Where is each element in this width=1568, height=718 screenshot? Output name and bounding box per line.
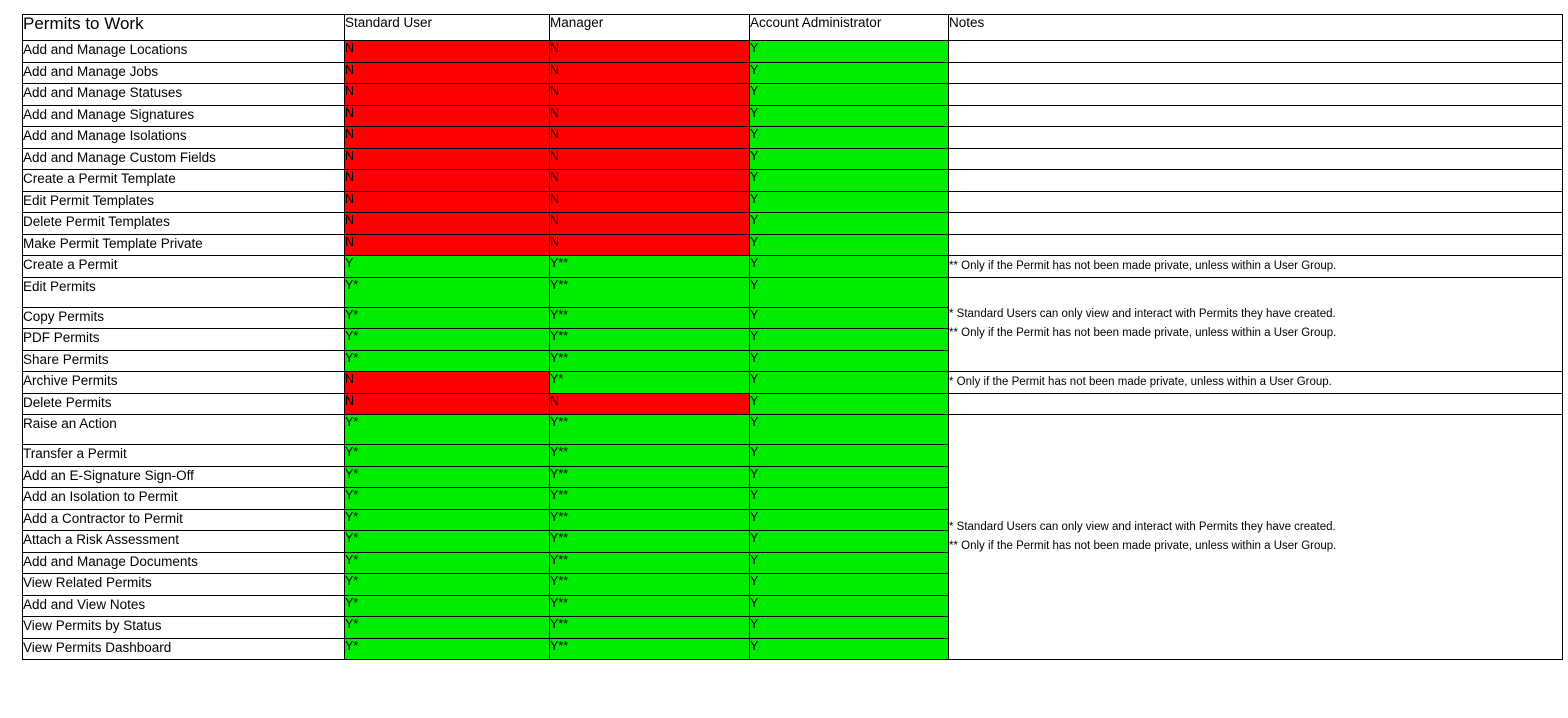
permission-cell-manager: Y** (550, 307, 750, 329)
permission-cell-account-administrator: Y (750, 552, 949, 574)
notes-cell (949, 148, 1563, 170)
feature-name-cell: View Related Permits (23, 574, 345, 596)
table-row (23, 170, 1563, 192)
permission-cell-standard-user: N (345, 84, 550, 106)
permission-cell-manager: Y** (550, 329, 750, 351)
feature-name-cell: Add an Isolation to Permit (23, 488, 345, 510)
permission-cell-manager: N (550, 213, 750, 235)
permission-cell-manager: Y** (550, 415, 750, 445)
permission-cell-manager: Y** (550, 256, 750, 278)
notes-cell (949, 213, 1563, 235)
feature-name-cell: View Permits Dashboard (23, 638, 345, 660)
table-row (23, 191, 1563, 213)
permission-cell-standard-user: N (345, 41, 550, 63)
table-row (23, 41, 1563, 63)
feature-name-cell: Add and Manage Jobs (23, 62, 345, 84)
note-line: * Only if the Permit has not been made private, unless within a User Group. (949, 375, 1332, 388)
table-row (23, 62, 1563, 84)
notes-cell (949, 372, 1563, 394)
permission-cell-account-administrator: Y (750, 393, 949, 415)
permission-cell-account-administrator: Y (750, 191, 949, 213)
permission-cell-account-administrator: Y (750, 509, 949, 531)
feature-name-cell: Share Permits (23, 350, 345, 372)
permission-cell-account-administrator: Y (750, 329, 949, 351)
permission-cell-account-administrator: Y (750, 574, 949, 596)
permission-cell-account-administrator: Y (750, 256, 949, 278)
permission-cell-standard-user: Y* (345, 552, 550, 574)
permission-cell-account-administrator: Y (750, 415, 949, 445)
feature-name-cell: Create a Permit Template (23, 170, 345, 192)
permission-cell-manager: Y** (550, 638, 750, 660)
feature-name-cell: Raise an Action (23, 415, 345, 445)
permission-cell-account-administrator: Y (750, 84, 949, 106)
table-row (23, 213, 1563, 235)
feature-name-cell: Edit Permit Templates (23, 191, 345, 213)
feature-name-cell: Transfer a Permit (23, 445, 345, 467)
table-row (23, 372, 1563, 394)
permission-cell-standard-user: Y* (345, 329, 550, 351)
permission-cell-manager: N (550, 62, 750, 84)
permission-cell-standard-user: N (345, 148, 550, 170)
permission-cell-standard-user: N (345, 213, 550, 235)
feature-name-cell: View Permits by Status (23, 617, 345, 639)
permission-cell-manager: Y** (550, 277, 750, 307)
feature-name-cell: Edit Permits (23, 277, 345, 307)
permission-cell-manager: N (550, 84, 750, 106)
table-row (23, 148, 1563, 170)
permission-cell-standard-user: Y* (345, 415, 550, 445)
permission-cell-manager: N (550, 234, 750, 256)
notes-cell (949, 170, 1563, 192)
permission-cell-standard-user: N (345, 234, 550, 256)
permission-cell-account-administrator: Y (750, 595, 949, 617)
permission-cell-account-administrator: Y (750, 105, 949, 127)
notes-cell (949, 105, 1563, 127)
notes-cell (949, 41, 1563, 63)
permission-cell-standard-user: Y* (345, 307, 550, 329)
table-header-row (23, 15, 1563, 41)
permission-cell-account-administrator: Y (750, 41, 949, 63)
permission-cell-account-administrator: Y (750, 277, 949, 307)
permission-cell-account-administrator: Y (750, 170, 949, 192)
permission-cell-manager: N (550, 127, 750, 149)
table-row (23, 277, 1563, 307)
permission-cell-account-administrator: Y (750, 127, 949, 149)
feature-name-cell: Add and Manage Signatures (23, 105, 345, 127)
feature-name-cell: PDF Permits (23, 329, 345, 351)
permission-cell-standard-user: N (345, 127, 550, 149)
permission-cell-manager: Y** (550, 509, 750, 531)
permission-cell-standard-user: Y* (345, 638, 550, 660)
permission-cell-standard-user: Y* (345, 488, 550, 510)
notes-cell (949, 84, 1563, 106)
feature-name-cell: Add and Manage Custom Fields (23, 148, 345, 170)
permission-cell-manager: Y** (550, 595, 750, 617)
permission-cell-standard-user: N (345, 393, 550, 415)
table-row (23, 234, 1563, 256)
permission-cell-standard-user: Y* (345, 277, 550, 307)
permission-cell-standard-user: N (345, 372, 550, 394)
permission-cell-manager: N (550, 393, 750, 415)
table-row (23, 256, 1563, 278)
permission-cell-account-administrator: Y (750, 617, 949, 639)
table-row (23, 127, 1563, 149)
permission-cell-account-administrator: Y (750, 466, 949, 488)
permission-cell-manager: N (550, 41, 750, 63)
feature-name-cell: Add and View Notes (23, 595, 345, 617)
permission-cell-manager: Y** (550, 445, 750, 467)
notes-cell (949, 191, 1563, 213)
permission-cell-account-administrator: Y (750, 531, 949, 553)
permission-cell-manager: Y** (550, 488, 750, 510)
feature-name-cell: Add and Manage Statuses (23, 84, 345, 106)
permission-cell-manager: Y** (550, 531, 750, 553)
permission-cell-standard-user: Y (345, 256, 550, 278)
feature-name-cell: Copy Permits (23, 307, 345, 329)
feature-name-cell: Add and Manage Isolations (23, 127, 345, 149)
permission-cell-account-administrator: Y (750, 350, 949, 372)
permission-cell-standard-user: N (345, 62, 550, 84)
feature-name-cell: Add an E-Signature Sign-Off (23, 466, 345, 488)
permission-cell-account-administrator: Y (750, 307, 949, 329)
permission-cell-account-administrator: Y (750, 372, 949, 394)
permission-cell-standard-user: N (345, 191, 550, 213)
notes-cell (949, 234, 1563, 256)
permission-cell-standard-user: Y* (345, 595, 550, 617)
column-header-standard-user: Standard User (345, 15, 550, 41)
permission-cell-standard-user: Y* (345, 617, 550, 639)
feature-name-cell: Add a Contractor to Permit (23, 509, 345, 531)
note-line: * Standard Users can only view and interact with Permits they have created. (949, 308, 1336, 321)
permission-cell-standard-user: Y* (345, 466, 550, 488)
notes-cell (949, 415, 1563, 660)
permission-cell-standard-user: Y* (345, 531, 550, 553)
permission-cell-manager: Y** (550, 574, 750, 596)
permission-cell-standard-user: Y* (345, 509, 550, 531)
feature-name-cell: Add and Manage Locations (23, 41, 345, 63)
notes-cell (949, 127, 1563, 149)
permission-cell-manager: N (550, 148, 750, 170)
note-line: ** Only if the Permit has not been made private, unless within a User Group. (949, 327, 1337, 340)
permission-cell-manager: Y** (550, 617, 750, 639)
permission-cell-account-administrator: Y (750, 445, 949, 467)
permission-cell-standard-user: N (345, 105, 550, 127)
permission-cell-standard-user: Y* (345, 574, 550, 596)
notes-cell (949, 277, 1563, 372)
permission-cell-manager: Y** (550, 350, 750, 372)
table-row (23, 105, 1563, 127)
notes-cell (949, 256, 1563, 278)
feature-name-cell: Delete Permits (23, 393, 345, 415)
permission-cell-standard-user: Y* (345, 445, 550, 467)
table-row (23, 415, 1563, 445)
permission-cell-manager: Y** (550, 466, 750, 488)
feature-name-cell: Make Permit Template Private (23, 234, 345, 256)
notes-cell (949, 62, 1563, 84)
feature-name-cell: Delete Permit Templates (23, 213, 345, 235)
feature-name-cell: Archive Permits (23, 372, 345, 394)
permissions-matrix-table (22, 14, 1563, 660)
feature-name-cell: Attach a Risk Assessment (23, 531, 345, 553)
permission-cell-account-administrator: Y (750, 638, 949, 660)
note-line: * Standard Users can only view and interact with Permits they have created. (949, 521, 1336, 533)
permission-cell-manager: N (550, 191, 750, 213)
permission-cell-standard-user: N (345, 170, 550, 192)
table-row (23, 393, 1563, 415)
permission-cell-standard-user: Y* (345, 350, 550, 372)
table-title: Permits to Work (23, 15, 345, 41)
permission-cell-manager: Y** (550, 552, 750, 574)
permission-cell-manager: N (550, 170, 750, 192)
permission-cell-account-administrator: Y (750, 213, 949, 235)
table-row (23, 84, 1563, 106)
feature-name-cell: Add and Manage Documents (23, 552, 345, 574)
note-line: ** Only if the Permit has not been made private, unless within a User Group. (949, 259, 1337, 272)
permission-cell-account-administrator: Y (750, 234, 949, 256)
column-header-notes: Notes (949, 15, 1563, 41)
permission-cell-manager: N (550, 105, 750, 127)
permission-cell-manager: Y* (550, 372, 750, 394)
column-header-account-administrator: Account Administrator (750, 15, 949, 41)
permission-cell-account-administrator: Y (750, 62, 949, 84)
permission-cell-account-administrator: Y (750, 148, 949, 170)
notes-cell (949, 393, 1563, 415)
column-header-manager: Manager (550, 15, 750, 41)
feature-name-cell: Create a Permit (23, 256, 345, 278)
note-line: ** Only if the Permit has not been made private, unless within a User Group. (949, 540, 1337, 552)
permission-cell-account-administrator: Y (750, 488, 949, 510)
